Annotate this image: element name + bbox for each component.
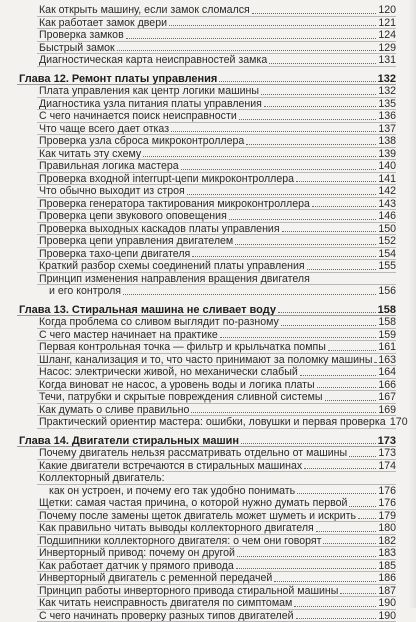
dot-leader [296,610,376,619]
toc-entry [0,85,416,98]
toc-entry-title: Проверка входной interrupt-цепи микроконтроллера [39,173,294,186]
toc-entry-title: Щетки: самая частая причина, о которой нужно думать первой [39,497,347,510]
toc-entry-title: Как работает замок двери [39,17,167,30]
toc-entry-title: Плата управления как центр логики машины [39,85,259,98]
toc-entry [0,560,416,573]
toc-page-number: 136 [378,110,396,123]
row-divider [37,66,396,67]
toc-entry [0,460,416,473]
toc-entry-title: Глава 13. Стиральная машина не сливает воду [19,304,276,317]
toc-page-number: 166 [378,379,396,392]
toc-page-number: 176 [378,485,396,498]
toc-chapter-heading [0,435,416,448]
toc-entry-title: Как открыть машину, если замок сломался [39,4,250,17]
toc-entry-title: Почему двигатель нельзя рассматривать отдельно от машины [39,447,347,460]
toc-entry [0,485,416,498]
dot-leader [278,304,376,313]
dot-leader [282,223,376,232]
toc-page-number: 183 [378,547,396,560]
toc-entry-title: Проверка тахо-цепи двигателя [39,248,190,261]
toc-entry-title: Проверка выходных каскадов платы управления [39,223,280,236]
toc-page-number: 185 [378,560,396,573]
dot-leader [126,30,376,39]
toc-page-number: 159 [378,329,396,342]
toc-page-number: 152 [378,235,396,248]
toc-entry [0,42,416,55]
toc-entry [0,98,416,111]
toc-entry-title: как он устроен, и почему его так удобно понимать [49,485,295,498]
dot-leader [294,598,376,607]
toc-entry-title: Первая контрольная точка — фильтр и крыльчатка помпы [39,341,326,354]
dot-leader [235,236,376,245]
toc-entry-title: Когда проблема со сливом выглядит по-разному [39,316,279,329]
toc-page-number: 182 [378,535,396,548]
dot-leader [117,42,376,51]
toc-page-number: 173 [378,435,396,448]
dot-leader [123,286,376,295]
dot-leader [316,523,376,532]
row-divider [37,428,396,429]
toc-page-number: 170 [390,416,408,429]
toc-entry-title: Когда виноват не насос, а уровень воды и логика платы [39,379,315,392]
toc-page-number: 143 [378,198,396,211]
toc-entry-title: Диагностическая карта неисправностей замка [39,54,267,67]
toc-entry [0,223,416,236]
toc-page-number: 137 [378,123,396,136]
toc-entry-title: Что обычно выходит из строя [39,185,185,198]
dot-leader [349,448,376,457]
toc-entry [0,547,416,560]
toc-entry-title: С чего начинается поиск неисправности [39,110,237,123]
toc-page-number: 156 [378,285,396,298]
toc-page-number: 174 [378,460,396,473]
dot-leader [317,379,376,388]
dot-leader [328,342,376,351]
toc-page-number: 186 [378,572,396,585]
dot-leader [191,404,376,413]
toc-entry [0,522,416,535]
dot-leader [297,485,376,494]
toc-entry [0,391,416,404]
toc-page-number: 131 [378,54,396,67]
toc-page-number: 158 [378,304,396,317]
toc-entry [0,535,416,548]
toc-page-number: 164 [378,366,396,379]
dot-leader [261,86,376,95]
page-edge-shadow [408,0,416,608]
toc-entry [0,17,416,30]
dot-leader [281,317,376,326]
dot-leader [229,211,376,220]
toc-page-number: 176 [378,497,396,510]
toc-page-number: 155 [378,260,396,273]
toc-entry [0,273,416,286]
toc-entry-title: Коллекторный двигатель: [39,472,165,485]
dot-leader [349,498,376,507]
toc-entry [0,160,416,173]
toc-page-number: 120 [378,4,396,17]
dot-leader [269,55,376,64]
dot-leader [323,535,376,544]
toc-entry-title: Как читать эту схему [39,148,141,161]
toc-entry-title: Краткий разбор схемы соединений платы управления [39,260,305,273]
toc-page-number: 135 [378,98,396,111]
toc-page-number: 141 [378,173,396,186]
dot-leader [274,573,376,582]
toc-entry-title: Диагностика узла питания платы управления [39,98,262,111]
toc-page-number: 146 [378,210,396,223]
toc-entry [0,173,416,186]
dot-leader [300,367,376,376]
dot-leader [374,354,376,363]
toc-entry [0,110,416,123]
toc-entry [0,123,416,136]
toc-entry [0,210,416,223]
dot-leader [358,510,376,519]
toc-entry [0,235,416,248]
toc-page-number: 169 [378,404,396,417]
toc-entry-title: Шланг, канализация и то, что часто принимают за поломку машины [39,354,372,367]
dot-leader [296,173,376,182]
toc-entry [0,198,416,211]
toc-entry [0,610,416,622]
toc-entry-title: Какие двигатели встречаются в стиральных машинах [39,460,302,473]
toc-entry-title: Течи, патрубки и скрытые повреждения сливной системы [39,391,323,404]
dot-leader [307,261,376,270]
toc-entry [0,285,416,298]
toc-entry [0,497,416,510]
toc-entry [0,510,416,523]
toc-entry [0,379,416,392]
toc-entry-title: Как работает датчик у прямого привода [39,560,234,573]
toc-entry-title: Правильная логика мастера [39,160,179,173]
toc-entry [0,260,416,273]
dot-leader [312,198,376,207]
toc-entry [0,248,416,261]
toc-chapter-heading [0,73,416,86]
dot-leader [169,17,376,26]
toc-page-number: 161 [378,341,396,354]
toc-entry-title: Проверка узла сброса микроконтроллера [39,135,244,148]
toc-entry [0,447,416,460]
toc-entry-title: Как читать неисправность двигателя по симптомам [39,597,292,610]
toc-entry-title: Практический ориентир мастера: ошибки, ловушки и первая проверка [39,416,386,429]
toc-entry-title: С чего начинать проверку разных типов двигателей [39,610,294,622]
toc-page-number: 163 [378,354,396,367]
toc-page-number: 179 [378,510,396,523]
toc-entry [0,316,416,329]
toc-entry-title: Подшипники коллекторного двигателя: о чем они говорят [39,535,321,548]
toc-entry-title: и его контроля [49,285,121,298]
dot-leader [187,186,376,195]
dot-leader [252,5,376,14]
toc-entry [0,185,416,198]
toc-chapter-heading [0,304,416,317]
toc-page-number: 173 [378,447,396,460]
dot-leader [304,460,376,469]
dot-leader [192,248,376,257]
toc-entry-title: Глава 12. Ремонт платы управления [19,73,217,86]
toc-entry-title: Что чаще всего дает отказ [39,123,169,136]
toc-entry [0,29,416,42]
toc-entry-title: Глава 14. Двигатели стиральных машин [19,435,239,448]
dot-leader [239,111,376,120]
dot-leader [264,98,376,107]
toc-page-number: 190 [378,597,396,610]
toc-entry [0,585,416,598]
toc-page-number: 140 [378,160,396,173]
toc-entry-title: Почему после замены щеток двигатель может шуметь и искрить [39,510,356,523]
dot-leader [325,392,376,401]
toc-page-number: 187 [378,585,396,598]
toc-page-number: 121 [378,17,396,30]
toc-page-number: 132 [378,85,396,98]
toc-entry [0,135,416,148]
dot-leader [340,585,376,594]
dot-leader [220,329,376,338]
toc-page-number: 124 [378,29,396,42]
toc-page-number: 190 [378,610,396,622]
dot-leader [246,136,376,145]
toc-page-number: 132 [378,73,396,86]
toc-entry-title: Как правильно читать выводы коллекторного двигателя [39,522,314,535]
toc-entry-title: Проверка генератора тактирования микроконтроллера [39,198,310,211]
toc-entry [0,341,416,354]
toc-entry-title: Принцип работы инверторного привода стиральной машины [39,585,338,598]
toc-entry-title: Проверка цепи управления двигателем [39,235,233,248]
toc-page-number: 158 [378,316,396,329]
toc-entry-title: Проверка замков [39,29,124,42]
toc-entry [0,354,416,367]
toc-entry [0,54,416,67]
toc-page-number: 167 [378,391,396,404]
toc-entry [0,404,416,417]
toc-entry-title: С чего мастер начинает на практике [39,329,218,342]
toc-entry [0,472,416,485]
dot-leader [181,161,376,170]
toc-entry [0,148,416,161]
dot-leader [171,123,376,132]
toc-page-number: 138 [378,135,396,148]
dot-leader [143,148,376,157]
toc-entry [0,329,416,342]
toc-page-number: 154 [378,248,396,261]
toc-page-number: 150 [378,223,396,236]
toc-entry [0,4,416,17]
toc-entry-title: Как думать о сливе правильно [39,404,189,417]
toc-entry [0,572,416,585]
toc-entry-title: Принцип изменения направления вращения двигателя [39,273,310,286]
toc-page-number: 129 [378,42,396,55]
dot-leader [219,73,375,82]
toc-page-number: 139 [378,148,396,161]
toc-page-number: 180 [378,522,396,535]
dot-leader [241,435,376,444]
table-of-contents [0,4,416,622]
toc-entry-title: Быстрый замок [39,42,115,55]
toc-entry [0,366,416,379]
toc-entry [0,416,416,429]
dot-leader [236,560,376,569]
toc-entry-title: Инверторный привод: почему он другой [39,547,235,560]
toc-page-number: 142 [378,185,396,198]
toc-entry-title: Инверторный двигатель с ременной передачей [39,572,272,585]
dot-leader [237,548,376,557]
toc-entry-title: Проверка цепи звукового оповещения [39,210,227,223]
toc-entry-title: Насос: электрически живой, но механически слабый [39,366,298,379]
